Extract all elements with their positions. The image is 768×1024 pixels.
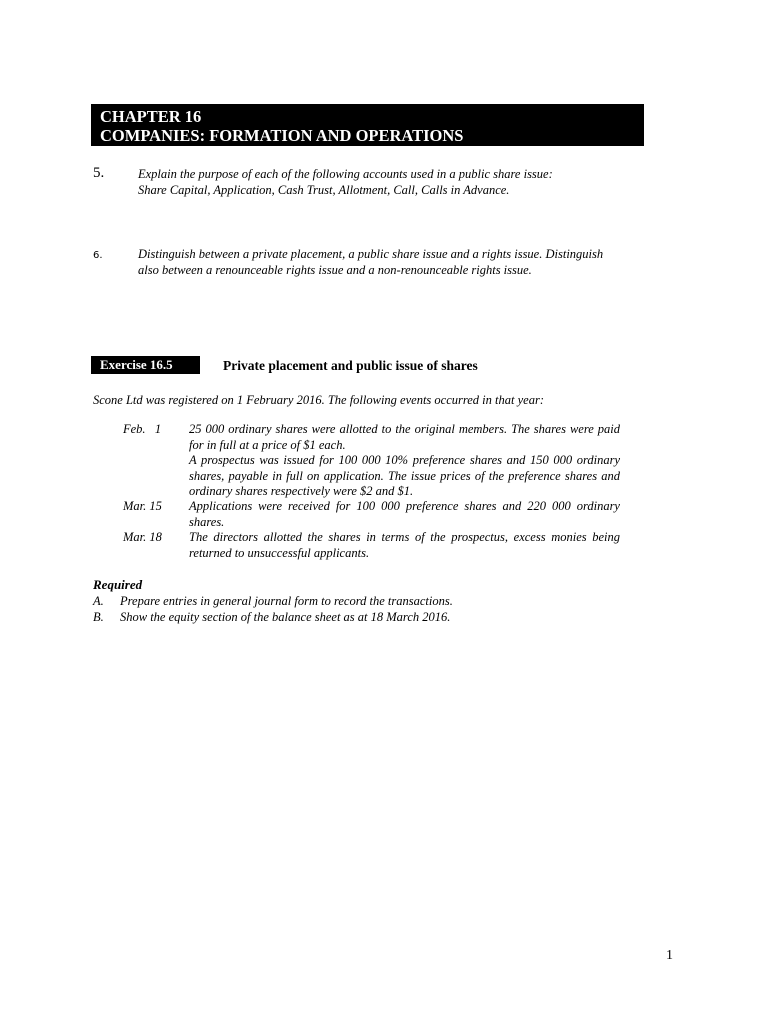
event-text: The directors allotted the shares in terms of the prospectus, excess monies being returned to unsuccessful applicants. [189,530,620,560]
page-number: 1 [666,948,673,963]
event-text: Applications were received for 100 000 preference shares and 220 000 ordinary shares. [189,499,620,529]
exercise-title: Private placement and public issue of shares [223,358,478,373]
question-text [138,166,683,198]
event-date: Mar. 15 [123,499,162,513]
required-text: Prepare entries in general journal form to record the transactions. [120,594,453,608]
question-line: Share Capital, Application, Cash Trust, Allotment, Call, Calls in Advance. [138,183,510,197]
required-letter: B. [93,610,104,624]
question-number: 5. [93,165,105,181]
chapter-header [91,104,644,146]
required-letter: A. [93,594,104,608]
question-number: 6. [93,250,103,261]
event-text: A prospectus was issued for 100 000 10% preference shares and 150 000 ordinary shares, payable in full on application. The issue prices of the preference shares and ordinary shares respectively were $2 and $1. [189,453,620,498]
exercise-badge: Exercise 16.5 [91,356,200,374]
event-date: Mar. 18 [123,530,162,544]
required-text: Show the equity section of the balance sheet as at 18 March 2016. [120,610,451,624]
question-line: Explain the purpose of each of the following accounts used in a public share issue: [138,167,553,181]
required-item [93,609,450,625]
event-date: Feb. 1 [123,422,162,436]
required-item [93,593,453,609]
required-heading: Required [93,577,143,592]
question-text [138,246,683,278]
chapter-title: COMPANIES: FORMATION AND OPERATIONS [100,126,464,145]
chapter-number: CHAPTER 16 [100,107,202,126]
exercise-intro: Scone Ltd was registered on 1 February 2016. The following events occurred in that year: [93,393,544,407]
event-text: 25 000 ordinary shares were allotted to the original members. The shares were paid for in full at a price of $1 each. [189,422,620,452]
question-line: Distinguish between a private placement, a public share issue and a rights issue. Distinguish [138,247,604,261]
question-line: also between a renounceable rights issue and a non-renounceable rights issue. [138,263,532,277]
